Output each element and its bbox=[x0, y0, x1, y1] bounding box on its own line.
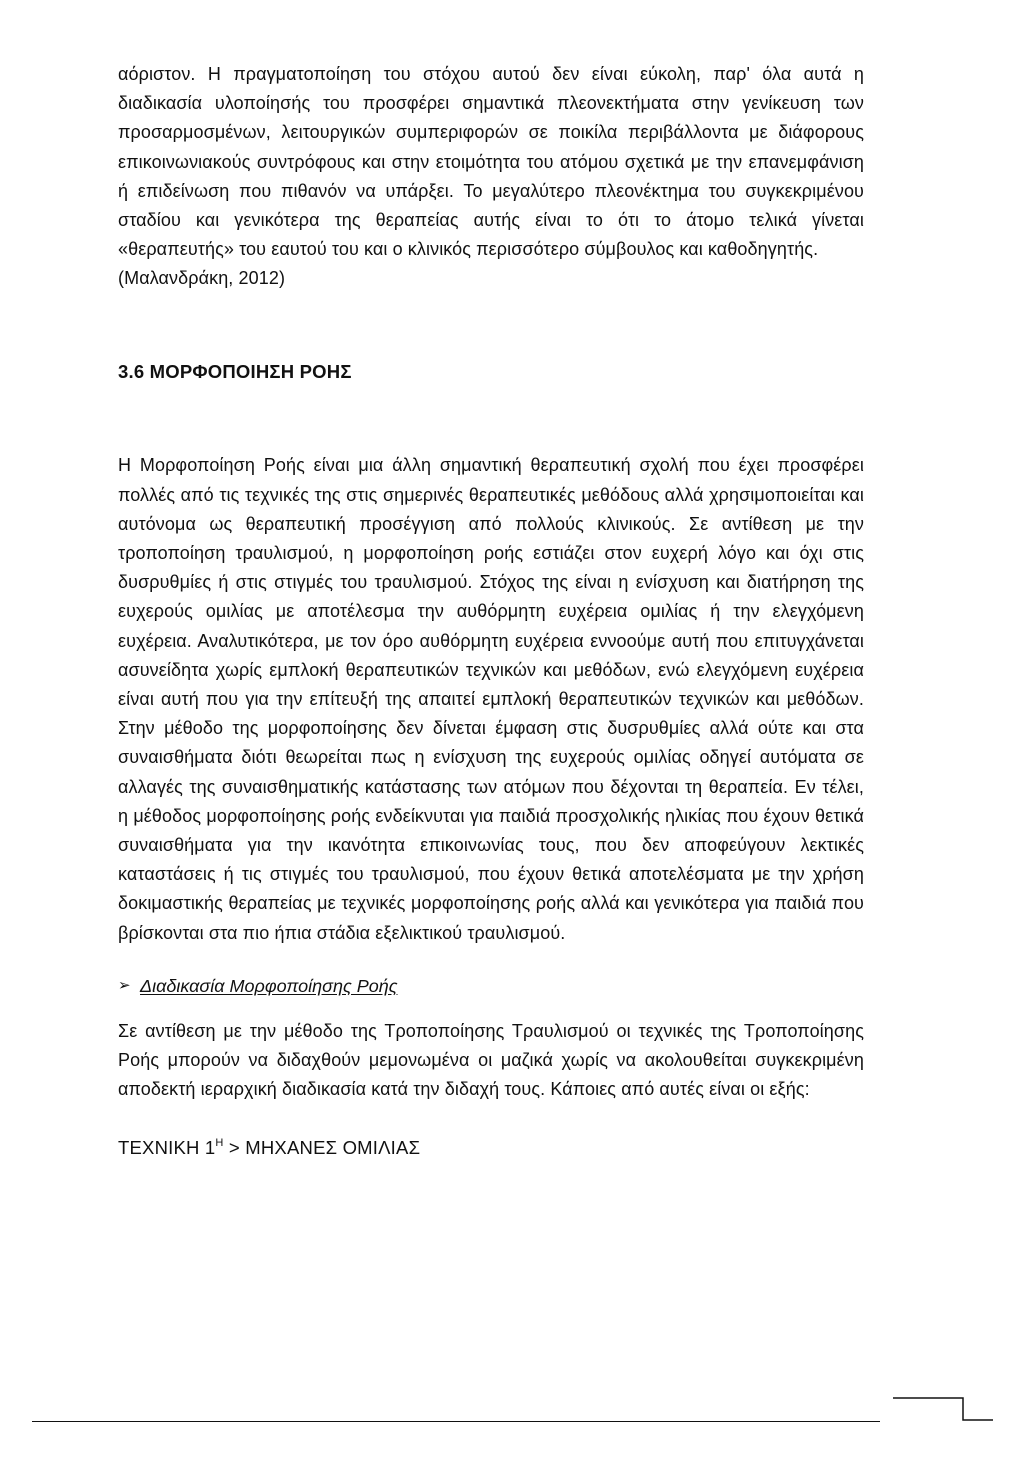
technique-heading-superscript: Η bbox=[215, 1137, 224, 1150]
technique-heading-prefix: ΤΕΧΝΙΚΗ 1 bbox=[118, 1137, 216, 1159]
section-heading: 3.6 ΜΟΡΦΟΠΟΙΗΣΗ ΡΟΗΣ bbox=[118, 361, 352, 383]
arrowhead-bullet-icon: ➢ bbox=[118, 976, 131, 994]
procedure-paragraph: Σε αντίθεση με την μέθοδο της Τροποποίησης Τραυλισμού οι τεχνικές της Τροποποίησης Ροής μπορούν να διδαχθούν μεμονωμένα οι μαζικά χωρίς να ακολουθείται συγκεκριμένη αποδεκτή ιεραρχική διαδικασία κατά την διδαχή τους. Κάποιες από αυτές είναι οι εξής: bbox=[118, 1020, 864, 1100]
document-page bbox=[118, 60, 864, 1162]
footer-divider bbox=[32, 1421, 880, 1422]
intro-paragraph: αόριστον. Η πραγματοποίηση του στόχου αυτού δεν είναι εύκολη, παρ' όλα αυτά η διαδικασία υλοποίησής του προσφέρει σημαντικά πλεονεκτήματα στην γενίκευση των προσαρμοσμένων, λειτουργικών συμπεριφορών σε ποικίλα περιβάλλοντα με διάφορους επικοινωνιακούς συντρόφους και στην ετοιμότητα του ατόμου σχετικά με την επανεμφάνιση ή επιδείνωση που πιθανόν να υπάρξει. Το μεγαλύτερο πλεονέκτημα του συγκεκριμένου σταδίου και γενικότερα της θεραπείας αυτής είναι το ότι το άτομο τελικά γίνεται «θεραπευτής» του εαυτού του και ο κλινικός περισσότερο σύμβουλος και καθοδηγητής. bbox=[118, 64, 864, 260]
technique-heading-suffix: > ΜΗΧΑΝΕΣ ΟΜΙΛΙΑΣ bbox=[223, 1137, 421, 1159]
procedure-subheading-label: Διαδικασία Μορφοποίησης Ροής bbox=[140, 975, 398, 996]
section-paragraph: Η Μορφοποίηση Ροής είναι μια άλλη σημαντική θεραπευτική σχολή που έχει προσφέρει πολλές από τις τεχνικές της στις σημερινές θεραπευτικές μεθόδους αλλά χρησιμοποιείται και αυτόνομα ως θεραπευτική προσέγγιση από πολλούς κλινικούς. Σε αντίθεση με την τροποποίηση τραυλισμού, η μορφοποίηση ροής εστιάζει στον ευχερή λόγο και όχι στις δυσρυθμίες ή στις στιγμές του τραυλισμού. Στόχος της είναι η ενίσχυση και διατήρηση της ευχερούς ομιλίας με αποτέλεσμα την αυθόρμητη ευχέρεια ομιλίας ή την ελεγχόμενη ευχέρεια. Αναλυτικότερα, με τον όρο αυθόρμητη ευχέρεια εννοούμε αυτή που επιτυγχάνεται ασυνείδητα χωρίς εμπλοκή θεραπευτικών τεχνικών και μεθόδων, ενώ ελεγχόμενη ευχέρεια είναι αυτή που για την επίτευξή της απαιτεί εμπλοκή θεραπευτικών τεχνικών και μεθόδων. Στην μέθοδο της μορφοποίησης δεν δίνεται έμφαση στις δυσρυθμίες αλλά ούτε και στα συναισθήματα διότι θεωρείται πως η ενίσχυση της ευχερούς ομιλίας οδηγεί αυτόματα σε αλλαγές της συναισθηματικής κατάστασης των ατόμων που δέχονται τη θεραπεία. Εν τέλει, η μέθοδος μορφοποίησης ροής ενδείκνυται για παιδιά προσχολικής ηλικίας που έχουν θετικά συναισθήματα για την ικανότητα επικοινωνίας τους, που δεν αποφεύγουν λεκτικές καταστάσεις ή τις στιγμές του τραυλισμού, που έχουν θετικά αποτελέσματα με την χρήση δοκιμαστικής θεραπείας με τεχνικές μορφοποίησης ροής αλλά και γενικότερα για παιδιά που βρίσκονται στα πιο ήπια στάδια εξελικτικού τραυλισμού. bbox=[118, 455, 864, 943]
citation: (Μαλανδράκη, 2012) bbox=[118, 268, 286, 289]
technique-heading bbox=[118, 1129, 864, 1162]
procedure-subheading bbox=[118, 972, 864, 1000]
footer-corner-mark bbox=[893, 1396, 993, 1422]
